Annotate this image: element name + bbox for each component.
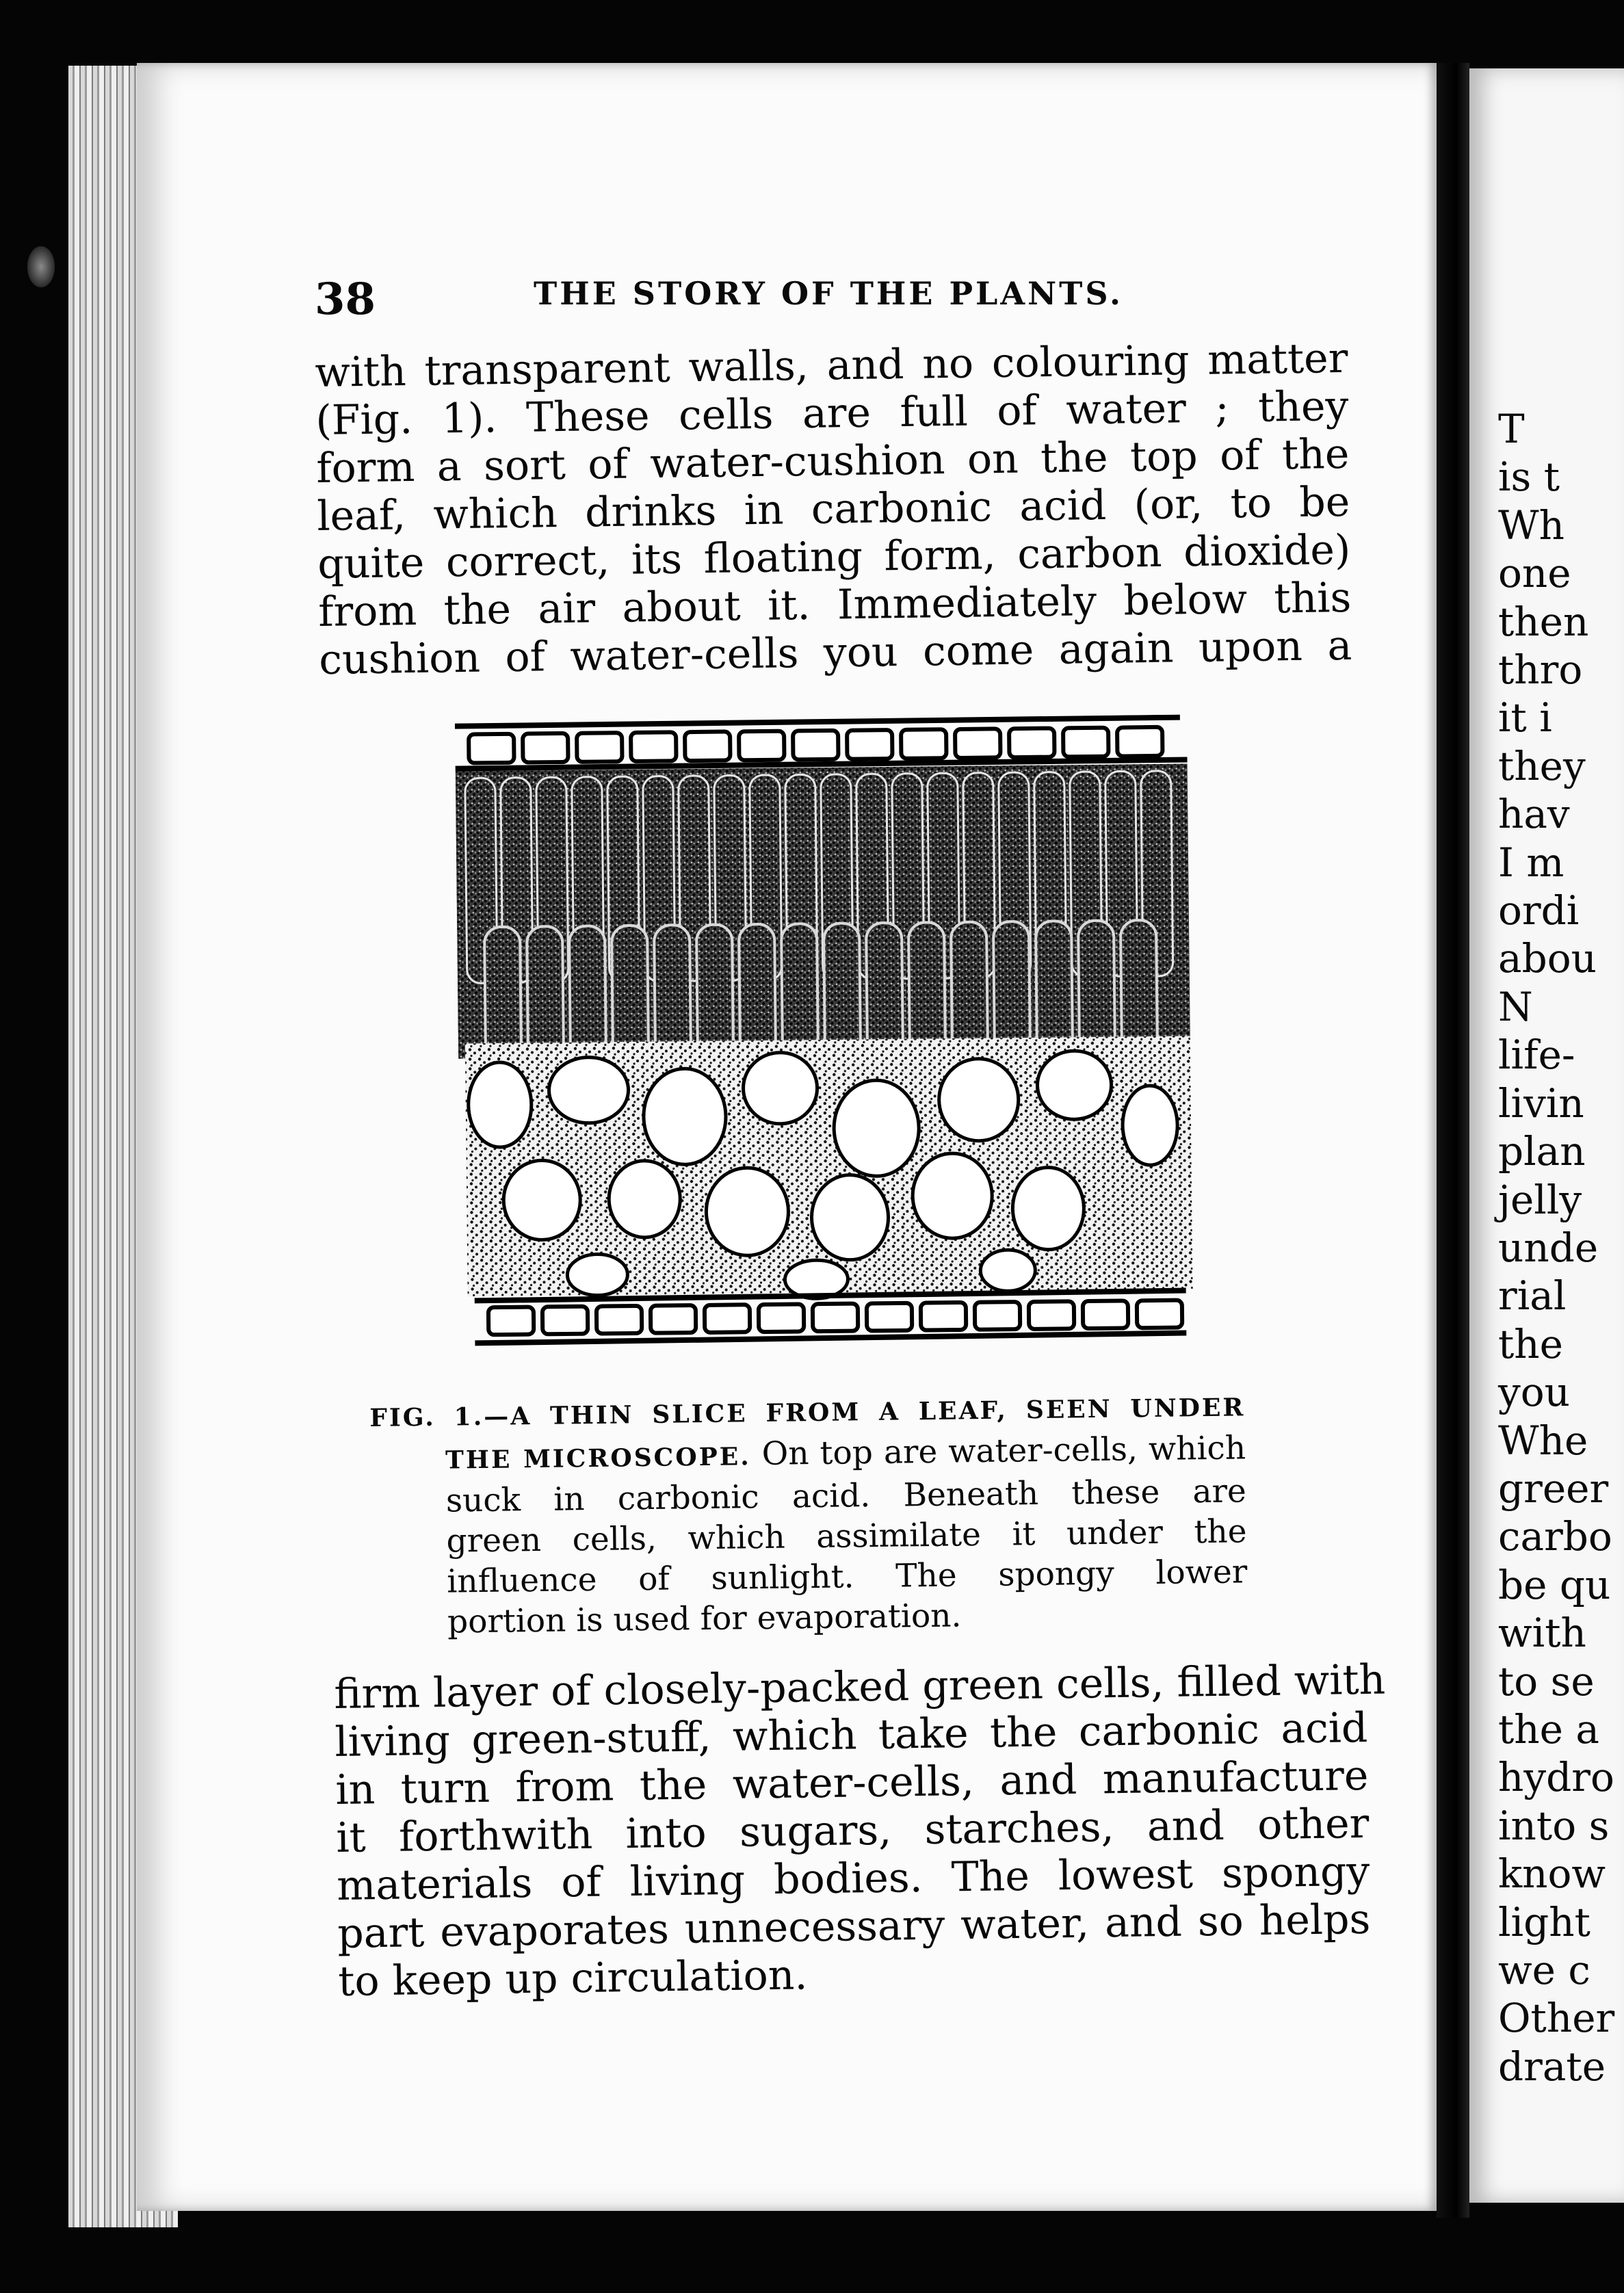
right-page-line: carbo: [1498, 1513, 1612, 1560]
air-space: [980, 1250, 1036, 1292]
text-line: leaf, which drinks in carbonic acid (or, to be: [316, 477, 1350, 540]
leaf-cross-section-figure: [455, 714, 1201, 1392]
air-space: [833, 1080, 919, 1177]
water-cell: [1009, 729, 1054, 758]
binding-hole: [27, 246, 55, 287]
right-page-line: we c: [1498, 1947, 1590, 1993]
right-page-line: ordi: [1498, 887, 1580, 934]
paragraph-bottom: [334, 1655, 1386, 2006]
lower-epidermis-cell: [975, 1302, 1020, 1330]
air-space: [503, 1160, 581, 1240]
page-number: 38: [315, 274, 376, 325]
lower-epidermis-cell: [867, 1303, 912, 1331]
right-page-line: one: [1498, 550, 1571, 597]
air-space: [549, 1057, 629, 1123]
caption-text: On top are water-cells, which: [761, 1429, 1246, 1473]
air-space: [939, 1058, 1019, 1141]
air-space: [468, 1062, 532, 1148]
leaf-cross-section-illustration: [455, 714, 1201, 1392]
right-page-line: Other: [1498, 1995, 1615, 2042]
caption-text: green cells, which assimilate it under the: [446, 1512, 1247, 1560]
right-page-line: be qu: [1498, 1561, 1611, 1608]
text-line: living green-stuff, which take the carbonic acid: [334, 1703, 1368, 1766]
caption-text: suck in carbonic acid. Beneath these are: [445, 1472, 1247, 1520]
right-page-line: know: [1498, 1850, 1606, 1898]
water-cell: [631, 732, 676, 761]
water-cell: [685, 731, 730, 761]
right-page-line: unde: [1498, 1224, 1599, 1271]
lower-epidermis-cell: [1083, 1300, 1128, 1328]
air-space: [1037, 1051, 1112, 1120]
right-page-line: I m: [1498, 839, 1564, 886]
right-page-line: jelly: [1498, 1176, 1582, 1223]
figure-caption: [369, 1385, 1248, 1643]
running-title: THE STORY OF THE PLANTS.: [534, 275, 1123, 312]
air-space: [706, 1168, 789, 1256]
lower-epidermis-cell: [488, 1307, 534, 1335]
air-space: [643, 1069, 726, 1165]
right-page-line: plan: [1498, 1128, 1586, 1175]
water-cell: [1063, 728, 1108, 757]
right-page-line: greer: [1498, 1465, 1609, 1512]
book-gutter: [1437, 63, 1469, 2218]
air-space: [1012, 1167, 1084, 1250]
right-page-line: drate: [1498, 2043, 1606, 2090]
text-line: part evaporates unnecessary water, and so helps: [337, 1895, 1371, 1958]
caption-text: influence of sunlight. The spongy lower: [446, 1553, 1248, 1601]
right-page-line: is t: [1498, 454, 1560, 501]
air-space: [1123, 1086, 1178, 1166]
lower-epidermis: [475, 1291, 1187, 1344]
text-line: form a sort of water-cushion on the top of the: [315, 430, 1350, 493]
text-line: it forthwith into sugars, starches, and other: [335, 1799, 1370, 1862]
right-page-line: Whe: [1498, 1417, 1588, 1464]
right-page-line: thro: [1498, 646, 1583, 694]
lower-epidermis-cell: [813, 1304, 858, 1332]
right-page-line: hav: [1498, 791, 1570, 838]
right-page-line: rial: [1498, 1272, 1567, 1320]
paragraph-top: [315, 335, 1352, 684]
water-cell: [739, 731, 784, 761]
right-page-line: light: [1498, 1898, 1590, 1945]
lower-epidermis-cell: [921, 1302, 966, 1331]
caption-label: FIG. 1.—A THIN SLICE FROM A LEAF, SEEN UNDER: [369, 1393, 1246, 1432]
text-line: cushion of water-cells you come again upon a: [318, 621, 1352, 684]
water-cell: [577, 733, 622, 762]
text-line: firm layer of closely-packed green cells, filled with: [334, 1655, 1386, 1718]
right-page-fragment: [1469, 68, 1624, 2203]
water-cell: [793, 731, 838, 760]
right-page-line: it i: [1498, 694, 1552, 742]
right-page-line: hydro: [1498, 1754, 1614, 1801]
right-page-line: Wh: [1498, 501, 1564, 549]
caption-label-2: THE MICROSCOPE.: [445, 1442, 751, 1475]
right-page-line: the a: [1498, 1705, 1600, 1753]
right-page-line: livin: [1498, 1079, 1584, 1127]
right-page-line: T: [1498, 406, 1525, 452]
right-page-text: [1498, 405, 1614, 2091]
lower-epidermis-cell: [1137, 1300, 1182, 1328]
water-cell: [469, 734, 514, 763]
right-page-line: then: [1498, 598, 1589, 645]
air-space: [811, 1175, 889, 1260]
air-space: [743, 1052, 817, 1124]
text-line: materials of living bodies. The lowest spongy: [336, 1847, 1370, 1910]
right-page-line: abou: [1498, 935, 1597, 982]
right-page-line: they: [1498, 742, 1586, 789]
lower-epidermis-cell: [1029, 1301, 1074, 1329]
lower-epidermis-cell: [597, 1306, 642, 1334]
lower-epidermis-cell: [651, 1305, 696, 1333]
text-line: in turn from the water-cells, and manufacture: [335, 1751, 1369, 1814]
right-page-line: you: [1498, 1369, 1571, 1416]
upper-epidermis-water-cells: [455, 717, 1188, 768]
text-line: from the air about it. Immediately below this: [317, 573, 1352, 636]
water-cell: [847, 730, 892, 759]
text-line: to keep up circulation.: [337, 1951, 808, 2006]
caption-text: portion is used for evaporation.: [447, 1597, 962, 1641]
water-cell: [901, 729, 946, 759]
water-cell: [955, 729, 1000, 758]
text-line: (Fig. 1). These cells are full of water ; they: [315, 382, 1349, 445]
text-line: with transparent walls, and no colouring matter: [315, 334, 1348, 397]
right-page-line: N: [1498, 983, 1533, 1030]
right-page-line: to se: [1498, 1657, 1595, 1705]
lower-epidermis-cell: [542, 1307, 588, 1335]
right-page-line: with: [1498, 1610, 1586, 1657]
air-space: [609, 1160, 681, 1237]
text-line: quite correct, its floating form, carbon dioxide): [317, 525, 1351, 588]
lower-epidermis-cell: [759, 1304, 804, 1332]
right-page-line: life-: [1498, 1032, 1575, 1079]
right-page-line: into s: [1498, 1802, 1610, 1849]
water-cell: [523, 733, 568, 763]
air-space: [567, 1254, 628, 1296]
water-cell: [1117, 727, 1162, 757]
air-space: [913, 1153, 993, 1238]
right-page-line: the: [1498, 1320, 1563, 1367]
lower-epidermis-cell: [705, 1305, 750, 1333]
